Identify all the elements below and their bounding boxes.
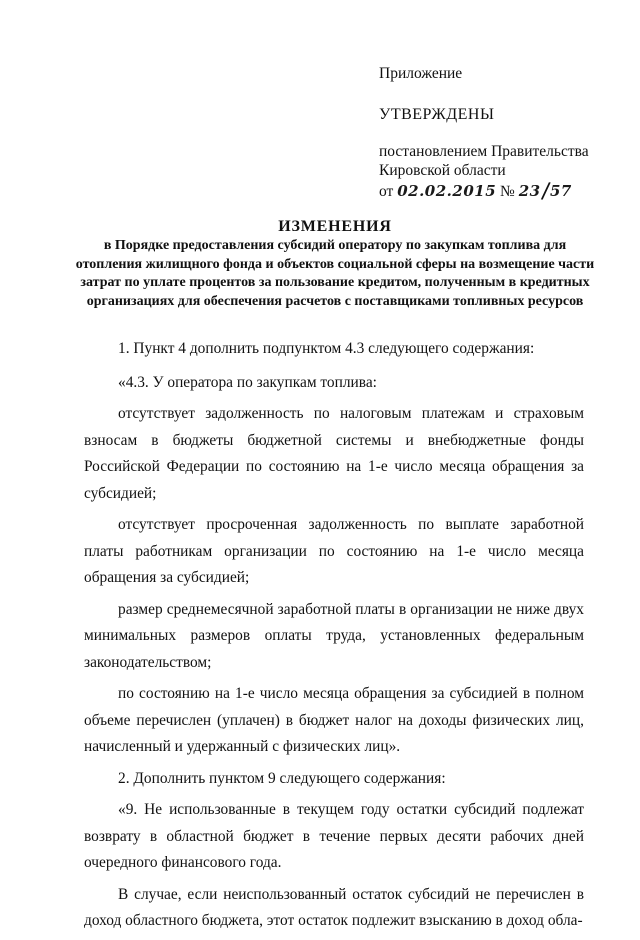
handwritten-number-part2: 57	[550, 182, 572, 200]
handwritten-date: 02.02.2015	[397, 182, 497, 200]
document-heading	[70, 217, 600, 311]
date-prefix: от	[379, 183, 394, 200]
paragraph-7: 2. Дополнить пунктом 9 следующего содержания:	[118, 769, 446, 787]
appendix-label: Приложение	[379, 65, 463, 82]
paragraph-5: размер среднемесячной заработной платы в организации не ниже двух минимальных размеров оплаты труда, установленных федеральным законодательством;	[84, 600, 584, 671]
decree-line-1: постановлением Правительства	[379, 143, 589, 160]
paragraph-1: 1. Пункт 4 дополнить подпунктом 4.3 следующего содержания:	[118, 340, 535, 357]
approved-label: УТВЕРЖДЕНЫ	[379, 106, 495, 123]
paragraph-9: В случае, если неиспользованный остаток субсидий не перечислен в доход областного бюджета, этот остаток подлежит взысканию в доход обла-	[84, 885, 584, 929]
paragraph-8: «9. Не использованные в текущем году остатки субсидий подлежат возврату в областной бюджет в течение первых десяти рабочих дней очередного финансового года.	[84, 801, 584, 871]
decree-date-number	[379, 178, 629, 205]
handwritten-number-part1: 23	[518, 182, 541, 200]
document-body	[84, 336, 584, 940]
decree-line-2: Кировской области	[379, 162, 506, 179]
paragraph-6: по состоянию на 1-е число месяца обращения за субсидией в полном объеме перечислен (уплачен) в бюджет налог на доходы физических лиц, начисленный и удержанный с физических лиц».	[84, 685, 584, 755]
paragraph-4: отсутствует просроченная задолженность по выплате заработной платы работникам организации по состоянию на 1-е число месяца обращения за субсидией;	[84, 516, 584, 586]
number-prefix: №	[500, 183, 515, 200]
number-slash-mark: /	[539, 178, 551, 205]
paragraph-2: «4.3. У оператора по закупкам топлива:	[118, 373, 377, 391]
decree-reference	[379, 142, 629, 205]
document-title: ИЗМЕНЕНИЯ	[278, 218, 392, 235]
approval-block	[379, 64, 629, 205]
paragraph-3: отсутствует задолженность по налоговым платежам и страховым взносам в бюджеты бюджетной системы и внебюджетные фонды Российской Федерации по состоянию на 1-е число месяца обращения за субсидией;	[84, 405, 584, 502]
document-subtitle: в Порядке предоставления субсидий оператору по закупкам топлива для отопления жилищного фонда и объектов социальной сферы на возмещение части затрат по уплате процентов за пользование кредитом, полученным в кредитных организациях для обеспечения расчетов с поставщиками топливных ресурсов	[75, 238, 595, 309]
